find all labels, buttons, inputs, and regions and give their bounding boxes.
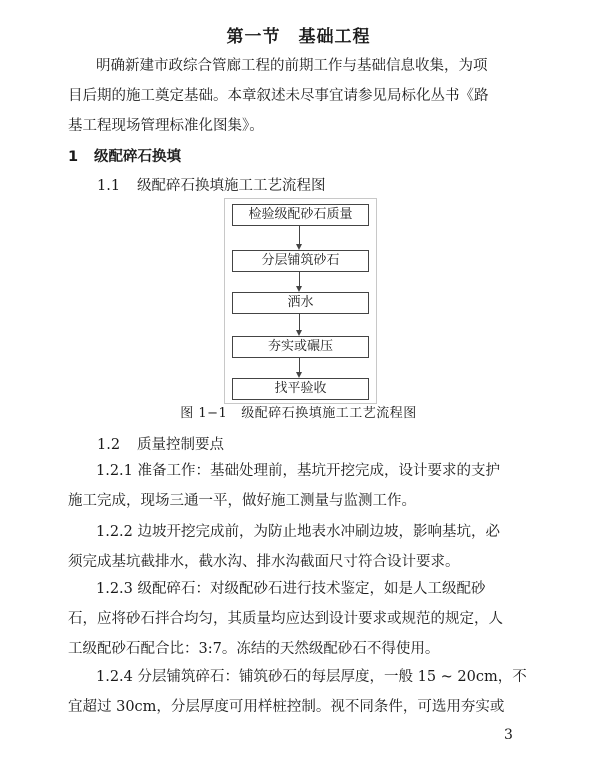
page-number: 3 <box>504 727 513 743</box>
flow-step-3: 洒水 <box>232 292 369 314</box>
flow-arrow-2 <box>299 272 301 292</box>
heading-text: 级配碎石换填 <box>94 149 181 165</box>
heading-text: 级配碎石换填施工工艺流程图 <box>137 178 326 194</box>
paragraph-line: 须完成基坑截排水，截水沟、排水沟截面尺寸符合设计要求。 <box>68 554 460 570</box>
paragraph-1-2-2 <box>68 517 538 577</box>
paragraph-line: 1.2.3 级配碎石：对级配砂石进行技术鉴定，如是人工级配砂 <box>96 581 486 597</box>
paragraph-1-2-4 <box>68 662 538 722</box>
paragraph-line: 施工完成，现场三通一平，做好施工测量与监测工作。 <box>68 493 416 509</box>
flow-step-1: 检验级配砂石质量 <box>232 204 369 226</box>
figure-caption-text: 级配碎石换填施工工艺流程图 <box>241 406 417 421</box>
paragraph-line: 1.2.1 准备工作：基础处理前，基坑开挖完成，设计要求的支护 <box>96 463 501 479</box>
heading-1-2 <box>97 433 224 457</box>
paragraph-line: 1.2.4 分层铺筑碎石：铺筑砂石的每层厚度，一般 15 ~ 20cm，不 <box>96 669 527 685</box>
heading-number: 1.2 <box>97 437 121 453</box>
paragraph-line: 宜超过 30cm，分层厚度可用样桩控制。视不同条件，可选用夯实或 <box>68 699 505 715</box>
heading-1-1 <box>97 174 326 198</box>
flow-arrow-3 <box>299 314 301 336</box>
flow-step-2: 分层铺筑砂石 <box>232 250 369 272</box>
figure-caption <box>0 405 597 423</box>
flow-step-4: 夯实或碾压 <box>232 336 369 358</box>
heading-text: 质量控制要点 <box>137 437 224 453</box>
intro-line: 目后期的施工奠定基础。本章叙述未尽事宜请参见局标化丛书《路 <box>68 88 489 104</box>
flow-arrow-1 <box>299 226 301 250</box>
intro-paragraph <box>68 51 538 141</box>
flow-step-5: 找平验收 <box>232 378 369 400</box>
paragraph-line: 1.2.2 边坡开挖完成前，为防止地表水冲刷边坡，影响基坑，必 <box>96 524 501 540</box>
intro-line: 基工程现场管理标准化图集》。 <box>68 118 264 134</box>
flow-arrow-4 <box>299 358 301 378</box>
paragraph-line: 工级配砂石配合比：3:7。冻结的天然级配砂石不得使用。 <box>68 641 440 657</box>
paragraph-1-2-3 <box>68 574 538 664</box>
heading-number: 1 <box>68 149 79 165</box>
section-title: 第一节 基础工程 <box>226 27 371 47</box>
heading-number: 1.1 <box>97 178 121 194</box>
heading-1 <box>68 145 181 169</box>
figure-number: 图 1−1 <box>180 406 228 421</box>
paragraph-1-2-1 <box>68 456 538 516</box>
intro-line: 明确新建市政综合管廊工程的前期工作与基础信息收集，为项 <box>96 58 488 74</box>
paragraph-line: 石，应将砂石拌合均匀，其质量均应达到设计要求或规范的规定，人 <box>68 611 503 627</box>
